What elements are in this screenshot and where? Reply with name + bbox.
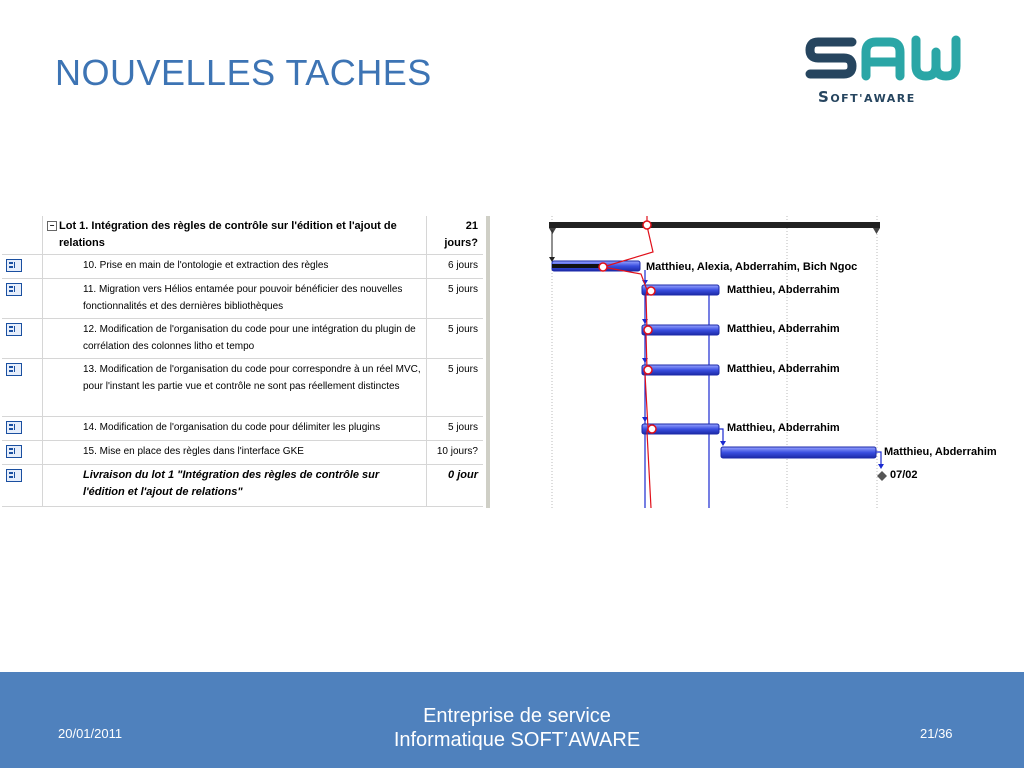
progress-marker xyxy=(647,287,655,295)
task-bar-13[interactable] xyxy=(642,365,719,375)
gantt-label-t10: Matthieu, Alexia, Abderrahim, Bich Ngoc xyxy=(646,261,858,273)
gantt-label-t15: Matthieu, Abderrahim xyxy=(884,446,997,458)
progress-marker xyxy=(644,366,652,374)
link-arrow-icon xyxy=(878,464,884,469)
footer-company-line2: Informatique SOFT’AWARE xyxy=(393,729,641,751)
progress-marker xyxy=(599,263,607,271)
task-notes-icon[interactable] xyxy=(6,469,22,482)
task-duration: 5 jours xyxy=(447,324,478,335)
task-bar-12[interactable] xyxy=(642,325,719,335)
task-notes-icon[interactable] xyxy=(6,283,22,296)
table-row[interactable] xyxy=(2,255,483,279)
task-duration: 5 jours xyxy=(447,364,478,375)
footer-company xyxy=(312,704,722,752)
task-notes-icon[interactable] xyxy=(6,421,22,434)
logo-tagline: SOFT'AWARE xyxy=(818,88,916,106)
task-name: 11. Migration vers Hélios entamée pour pouvoir bénéficier des nouvelles fonctionnalités et des dernières bibliothèques xyxy=(83,284,403,312)
task-duration: 6 jours xyxy=(447,260,478,271)
gantt-chart xyxy=(549,216,1024,508)
task-bar-15[interactable] xyxy=(721,447,876,458)
slide-title: NOUVELLES TACHES xyxy=(55,52,432,93)
slide-footer xyxy=(0,672,1024,768)
collapse-icon[interactable]: − xyxy=(47,221,57,231)
footer-date: 20/01/2011 xyxy=(58,726,123,741)
task-name: 12. Modification de l'organisation du code pour une intégration du plugin de corrélation des colonnes litho et tempo xyxy=(83,324,416,352)
task-name: 13. Modification de l'organisation du code pour correspondre à un réel MVC, pour l'instant les partie vue et contrôle ne sont pas réellement distinctes xyxy=(83,364,421,392)
table-row[interactable] xyxy=(2,216,483,255)
task-progress-10 xyxy=(552,264,602,268)
milestone-diamond-icon[interactable] xyxy=(877,471,887,481)
task-duration: 5 jours xyxy=(447,422,478,433)
gantt-label-t11: Matthieu, Abderrahim xyxy=(727,284,840,296)
task-notes-icon[interactable] xyxy=(6,363,22,376)
progress-marker xyxy=(643,221,651,229)
progress-markers xyxy=(599,221,656,433)
progress-marker xyxy=(648,425,656,433)
task-duration: 21 jours? xyxy=(444,220,478,249)
table-row[interactable] xyxy=(2,359,483,417)
task-table xyxy=(2,216,490,508)
gantt-label-t13: Matthieu, Abderrahim xyxy=(727,363,840,375)
table-row[interactable] xyxy=(2,441,483,465)
footer-page-number: 21/36 xyxy=(920,726,953,741)
gantt-label-t14: Matthieu, Abderrahim xyxy=(727,422,840,434)
summary-bar-end-cap xyxy=(873,228,880,234)
task-name: 10. Prise en main de l'ontologie et extraction des règles xyxy=(83,260,329,271)
progress-marker xyxy=(644,326,652,334)
table-row[interactable] xyxy=(2,279,483,319)
table-row[interactable] xyxy=(2,417,483,441)
task-duration: 5 jours xyxy=(447,284,478,295)
task-name: 15. Mise en place des règles dans l'interface GKE xyxy=(83,446,304,457)
table-row[interactable] xyxy=(2,465,483,507)
link-arrow-icon xyxy=(720,441,726,446)
saw-logo-mark xyxy=(804,32,988,92)
table-row[interactable] xyxy=(2,319,483,359)
task-notes-icon[interactable] xyxy=(6,445,22,458)
task-duration: 10 jours? xyxy=(436,446,478,457)
summary-bar[interactable] xyxy=(549,222,880,228)
footer-company-line1: Entreprise de service xyxy=(423,705,611,727)
gantt-label-t12: Matthieu, Abderrahim xyxy=(727,323,840,335)
task-name: 14. Modification de l'organisation du code pour délimiter les plugins xyxy=(83,422,381,433)
task-notes-icon[interactable] xyxy=(6,323,22,336)
task-duration: 0 jour xyxy=(448,469,478,481)
task-name: Lot 1. Intégration des règles de contrôle sur l'édition et l'ajout de relations xyxy=(59,220,397,249)
gantt-label-milestone: 07/02 xyxy=(890,469,918,481)
task-name: Livraison du lot 1 "Intégration des règles de contrôle sur l'édition et l'ajout de relations" xyxy=(83,469,380,498)
task-notes-icon[interactable] xyxy=(6,259,22,272)
